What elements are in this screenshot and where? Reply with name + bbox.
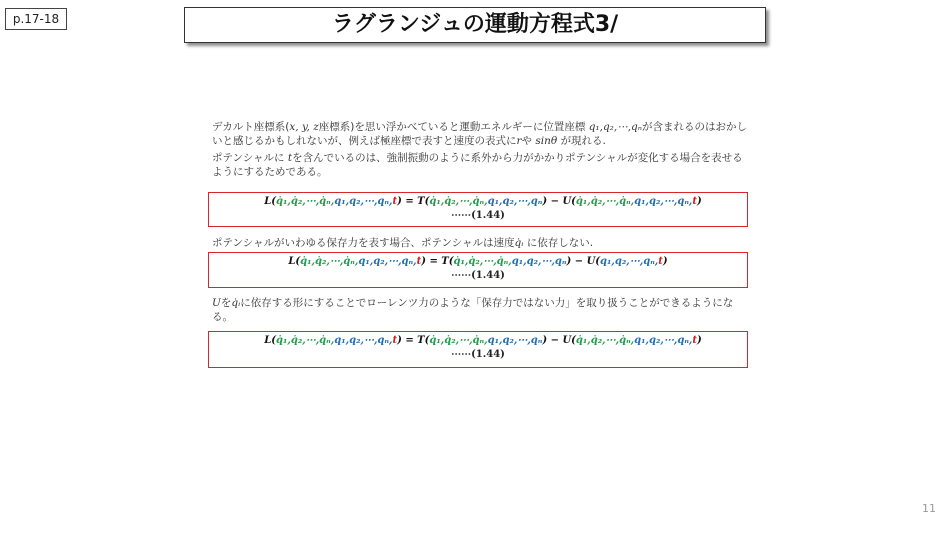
eq1-L: L(	[264, 196, 276, 207]
eq2-T-q: q₁,q₂,⋯,qₙ	[511, 256, 567, 267]
p1-text-d: や	[521, 135, 533, 147]
eq2-qdot: q̇₁,q̇₂,⋯,q̇ₙ,	[300, 256, 359, 267]
equation-2-tag: ⋯⋯(1.44)	[451, 270, 505, 281]
p1-math-sin: sinθ	[535, 135, 558, 147]
eq1-q: q₁,q₂,⋯,qₙ,	[334, 196, 393, 207]
p1-text-e: が現れる.	[560, 135, 606, 147]
p4-math-U: U	[212, 297, 221, 309]
p2-math-t: t	[287, 152, 293, 164]
p3-text-a: ポテンシャルがいわゆる保存力を表す場合、ポテンシャルは速度	[212, 237, 515, 249]
p3-math-qi: q̇ᵢ	[514, 237, 524, 249]
equation-box-3	[208, 331, 748, 368]
eq2-close: )	[662, 256, 668, 267]
p1-math-xyz: x, y, z	[289, 121, 319, 133]
eq3-q: q₁,q₂,⋯,qₙ,	[334, 335, 393, 346]
eq1-T-q: q₁,q₂,⋯,qₙ	[487, 196, 543, 207]
slide-number: 11	[922, 502, 936, 515]
eq3-U-qdot: q̇₁,q̇₂,⋯,q̇ₙ,	[575, 335, 635, 346]
eq1-U-t: t	[692, 196, 698, 207]
equation-box-1	[208, 192, 748, 227]
equation-1-tag: ⋯⋯(1.44)	[451, 210, 505, 221]
eq3-close: )	[697, 335, 702, 346]
eq3-U-t: t	[692, 335, 698, 346]
page-reference-label: p.17-18	[5, 8, 67, 30]
eq3-minus-U: ) − U(	[542, 335, 576, 346]
p2-text-a: ポテンシャルに	[212, 152, 285, 164]
eq3-L: L(	[264, 335, 276, 346]
eq3-eq-T: ) = T(	[397, 335, 430, 346]
eq2-q: q₁,q₂,⋯,qₙ,	[358, 256, 417, 267]
p1-math-r: r	[516, 135, 522, 147]
eq3-t: t	[392, 335, 398, 346]
eq2-U-q: q₁,q₂,⋯,qₙ,	[600, 256, 659, 267]
slide-title: ラグランジュの運動方程式3/	[184, 7, 766, 43]
p4-text-b: に依存する形にすることでローレンツ力のような「保存力ではない力」を取り扱うことができるようになる。	[212, 297, 734, 323]
paragraph-velocity-dependent	[212, 296, 752, 324]
paragraph-potential-time	[212, 151, 752, 179]
eq1-T-qdot: q̇₁,q̇₂,⋯,q̇ₙ,	[429, 196, 488, 207]
eq3-qdot: q̇₁,q̇₂,⋯,q̇ₙ,	[275, 335, 335, 346]
equation-3-tag: ⋯⋯(1.44)	[451, 349, 505, 360]
p3-text-b: に依存しない.	[526, 237, 594, 249]
eq1-U-qdot: q̇₁,q̇₂,⋯,q̇ₙ,	[575, 196, 635, 207]
eq1-qdot: q̇₁,q̇₂,⋯,q̇ₙ,	[275, 196, 335, 207]
eq2-t: t	[416, 256, 422, 267]
eq3-T-qdot: q̇₁,q̇₂,⋯,q̇ₙ,	[429, 335, 488, 346]
p1-text-c: が含まれるのはおかしいと感じるかもしれないが、例えば極座標で表すと速度の表式に	[212, 121, 748, 147]
p4-text-a: を	[220, 297, 232, 309]
paragraph-coordinates	[212, 120, 752, 148]
equation-box-2	[208, 252, 748, 288]
p4-math-qi: q̇ᵢ	[231, 297, 241, 309]
p1-text-b: 座標系)を思い浮かべていると運動エネルギーに位置座標	[318, 121, 586, 133]
eq1-minus-U: ) − U(	[542, 196, 576, 207]
eq3-U-q: q₁,q₂,⋯,qₙ,	[634, 335, 693, 346]
equation-1-line	[209, 196, 747, 207]
eq1-t: t	[392, 196, 398, 207]
equation-3-line	[209, 335, 747, 346]
eq3-T-q: q₁,q₂,⋯,qₙ	[487, 335, 543, 346]
p1-math-q: q₁,q₂,⋯,qₙ	[588, 121, 643, 133]
eq2-minus-U: ) − U(	[566, 256, 601, 267]
eq1-eq-T: ) = T(	[397, 196, 430, 207]
paragraph-conservative-force	[212, 236, 752, 250]
equation-2-line	[209, 256, 747, 267]
p2-text-b: を含んでいるのは、強制振動のように系外から力がかかりポテンシャルが変化する場合を表せるようにするためである。	[212, 152, 743, 178]
eq2-U-t: t	[658, 256, 663, 267]
p1-text-a: デカルト座標系(	[212, 121, 290, 133]
eq1-close: )	[697, 196, 702, 207]
eq1-U-q: q₁,q₂,⋯,qₙ,	[634, 196, 693, 207]
eq2-L: L(	[288, 256, 301, 267]
eq2-T-qdot: q̇₁,q̇₂,⋯,q̇ₙ,	[453, 256, 512, 267]
eq2-eq-T: ) = T(	[421, 256, 454, 267]
